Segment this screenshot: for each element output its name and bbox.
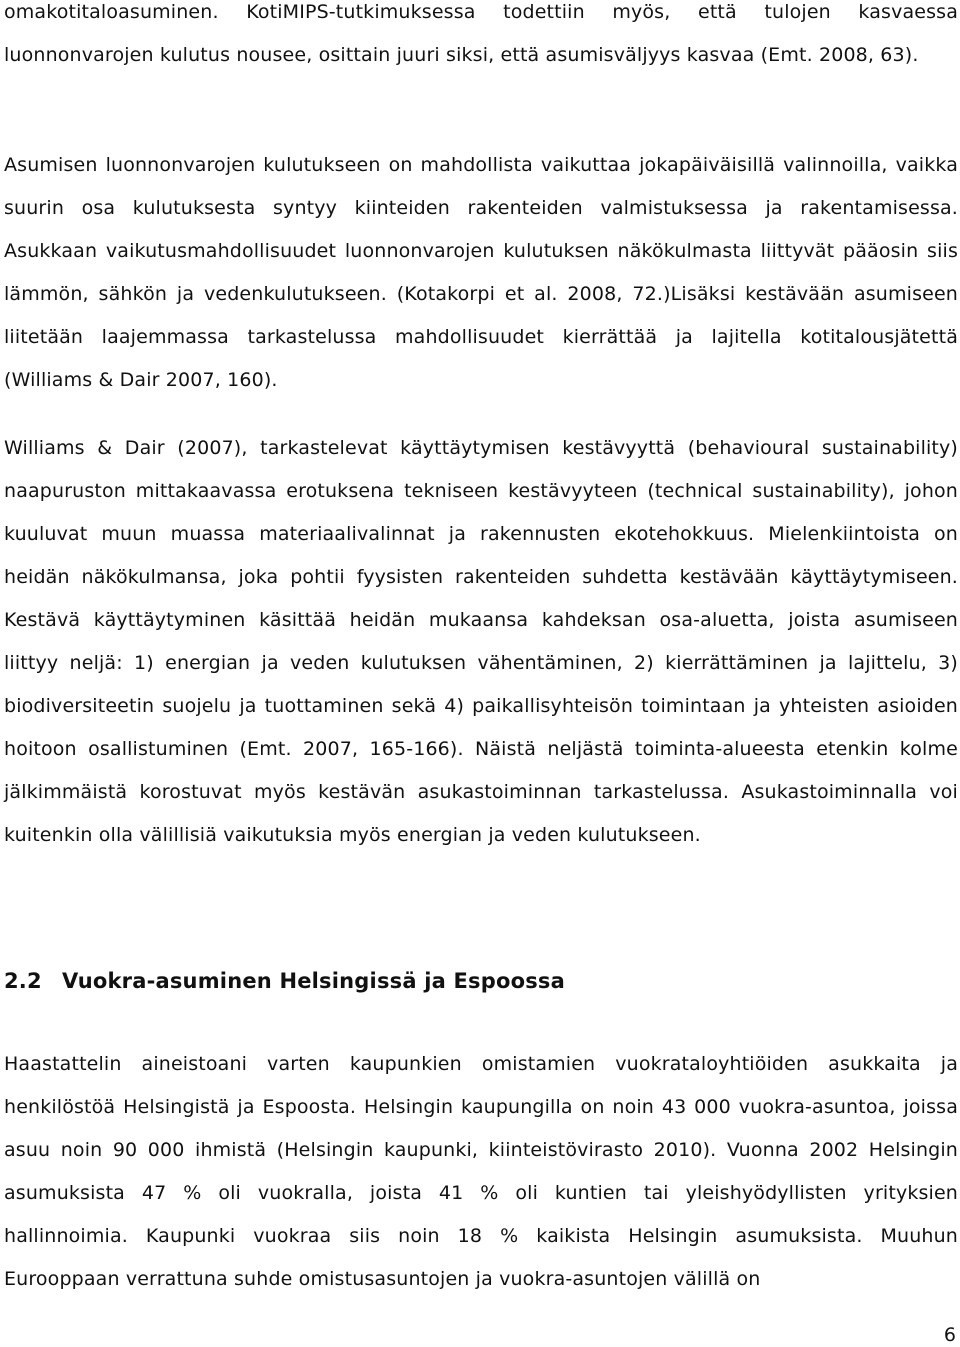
paragraph: Haastattelin aineistoani varten kaupunkien omistamien vuokrataloyhtiöiden asukkaita ja henkilöstöä Helsingistä ja Espoosta. Helsingin kaupungilla on noin 43 000 vuokra-asuntoa, joissa asuu noin 90 000 ihmistä (Helsingin kaupunki, kiinteistövirasto 2010). Vuonna 2002 Helsingin asumuksista 47 % oli vuokralla, joista 41 % oli kuntien tai yleishyödyllisten yrityksien hallinnoimia. Kaupunki vuokraa siis noin 18 % kaikista Helsingin asumuksista. Muuhun Eurooppaan verrattuna suhde omistusasuntojen ja vuokra-asuntojen välillä on — [4, 1053, 958, 1290]
paragraph: Asumisen luonnonvarojen kulutukseen on mahdollista vaikuttaa jokapäiväisillä valinnoilla, vaikka suurin osa kulutuksesta syntyy kiinteiden rakenteiden valmistuksessa ja rakentamisessa. Asukkaan vaikutusmahdollisuudet luonnonvarojen kulutuksen näkökulmasta liittyvät pääosin siis lämmön, sähkön ja vedenkulutukseen. (Kotakorpi et al. 2008, 72.)Lisäksi kestävään asumiseen liitetään laajemmassa tarkastelussa mahdollisuudet kierrättää ja lajitella kotitalousjätettä (Williams & Dair 2007, 160). — [4, 154, 958, 391]
section-number: 2.2 — [4, 969, 42, 993]
paragraph: omakotitaloasuminen. KotiMIPS-tutkimuksessa todettiin myös, että tulojen kasvaessa luonnonvarojen kulutus nousee, osittain juuri siksi, että asumisväljyys kasvaa (Emt. 2008, 63). — [4, 1, 958, 66]
paragraph: Williams & Dair (2007), tarkastelevat käyttäytymisen kestävyyttä (behavioural sustainability) naapuruston mittakaavassa erotuksena tekniseen kestävyyteen (technical sustainability), johon kuuluvat muun muassa materiaalivalinnat ja rakennusten ekotehokkuus. Mielenkiintoista on heidän näkökulmansa, joka pohtii fyysisten rakenteiden suhdetta kestävään käyttäytymiseen. Kestävä käyttäytyminen käsittää heidän mukaansa kahdeksan osa-aluetta, joista asumiseen liittyy neljä: 1) energian ja veden kulutuksen vähentäminen, 2) kierrättäminen ja lajittelu, 3) biodiversiteetin suojelu ja tuottaminen sekä 4) paikallisyhteisön toimintaan ja yhteisten asioiden hoitoon osallistuminen (Emt. 2007, 165-166). Näistä neljästä toiminta-alueesta etenkin kolme jälkimmäistä korostuvat myös kestävän asukastoiminnan tarkastelussa. Asukastoiminnalla voi kuitenkin olla välillisiä vaikutuksia myös energian ja veden kulutukseen. — [4, 437, 958, 846]
page-number: 6 — [943, 1324, 956, 1346]
section-heading — [4, 960, 958, 1003]
section-title: Vuokra-asuminen Helsingissä ja Espoossa — [62, 969, 566, 993]
